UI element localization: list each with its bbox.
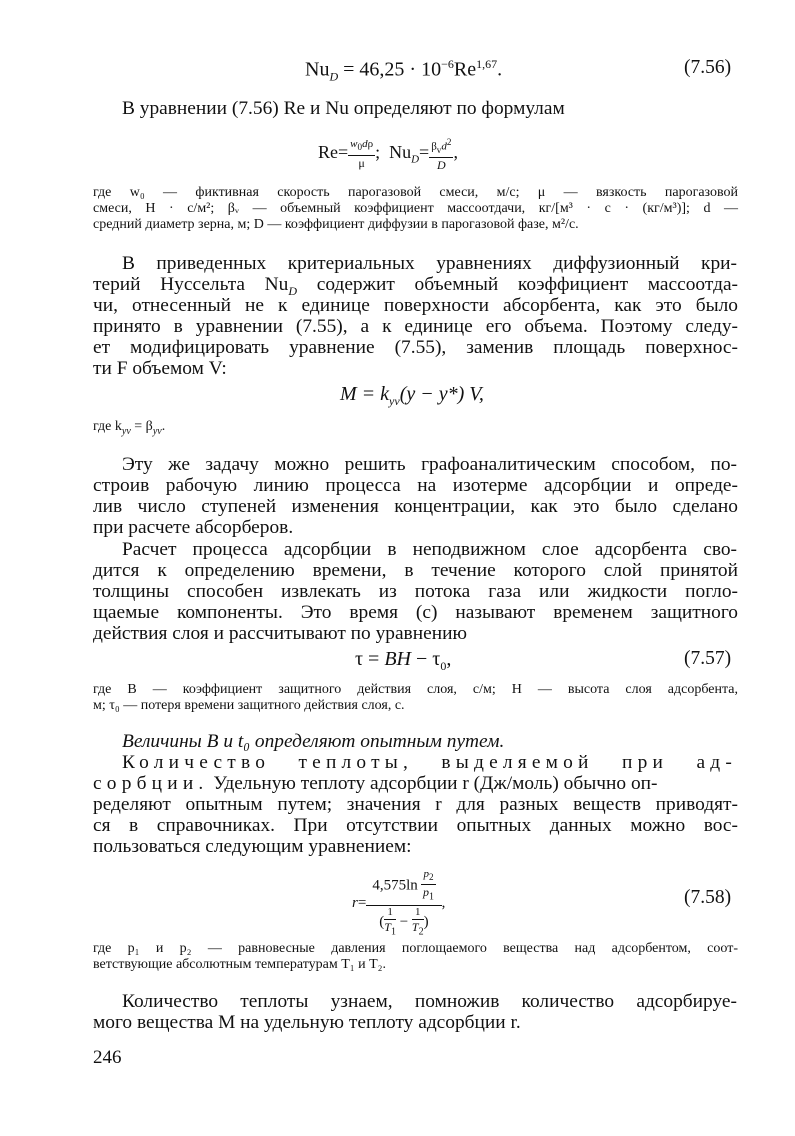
note-line: где w₀ — фиктивная скорость парогазовой смеси, м/с; μ — вязкость парогазовой	[93, 185, 738, 200]
paragraph-line: строив рабочую линию процесса на изотерме адсорбции и опреде-	[93, 475, 738, 496]
equation-7-58: r= 4,575ln $\frac{p_2}{p_1}$ ( $\frac{1}{T_1}$ − $\frac{1}{T_2}$ ) ,	[352, 868, 446, 937]
paragraph-line: ределяют опытным путем; значения r для разных веществ приводят-	[93, 794, 738, 815]
note-line: м; τ₀ — потеря времени защитного действия слоя, с.	[93, 698, 405, 713]
paragraph-line: Эту же задачу можно решить графоаналитическим способом, по-	[122, 454, 737, 475]
equation-number-7-58: (7.58)	[684, 887, 732, 908]
paragraph-line: дится к определению времени, в течение которого слой принятой	[93, 560, 738, 581]
text-segment: терий Нуссельта Nu	[93, 274, 289, 295]
paragraph-line: Величины B и t₀ определяют опытным путем.	[122, 731, 505, 752]
equation-M: $M = k_{yv}(y - y*)$ V,	[340, 383, 484, 408]
paragraph-line: пользоваться следующим уравнением:	[93, 836, 412, 857]
text-segment: содержит объемный коэффициент массоотда-	[316, 274, 739, 295]
paragraph-line: В приведенных критериальных уравнениях диффузионный кри-	[122, 253, 737, 274]
paragraph-line: лив число ступеней изменения концентрации, как это было сделано	[93, 496, 738, 517]
paragraph-line	[93, 773, 738, 794]
note-line: где p₁ и p₂ — равновесные давления поглощаемого вещества над адсорбентом, соот-	[93, 941, 738, 956]
equation-7-56: $Nu_D = 46,25 \cdot 10^{-6}Re^{1,67}$.	[305, 57, 503, 84]
paragraph-line: Количество теплоты, выделяемой при ад-	[122, 752, 737, 773]
equation-7-57: τ = BH − $\tau_0$,	[355, 648, 452, 673]
text-segment: сорбции.	[93, 773, 209, 794]
note-k: где $k_{yv} = \beta_{yv}$.	[93, 419, 166, 437]
paragraph-line: толщины способен извлекать из потока газа или жидкости погло-	[93, 581, 738, 602]
note-line: средний диаметр зерна, м; D — коэффициент диффузии в парогазовой фазе, м²/с.	[93, 217, 579, 232]
paragraph-line: принято в уравнении (7.55), а к единице его объема. Поэтому следу-	[93, 316, 738, 337]
text-segment: (y − y*) V,	[399, 383, 484, 405]
text-segment: Удельную теплоту адсорбции r (Дж/моль) обычно оп-	[213, 773, 658, 794]
note-line: смеси, Н · с/м²; βᵥ — объемный коэффициент массоотдачи, кг/[м³ · с · (кг/м³)]; d —	[93, 201, 738, 216]
paragraph-line: чи, отнесенный не к единице поверхности абсорбента, как это было	[93, 295, 738, 316]
paragraph-line: ет модифицировать уравнение (7.55), заменив площадь поверхнос-	[93, 337, 738, 358]
equation-number-7-57: (7.57)	[684, 648, 732, 669]
paragraph-line: при расчете абсорберов.	[93, 517, 294, 538]
paragraph-line: Расчет процесса адсорбции в неподвижном слое адсорбента сво-	[122, 539, 737, 560]
text-segment: M = k	[340, 383, 390, 405]
text-segment: где k	[93, 419, 122, 434]
paragraph-line: Количество теплоты узнаем, помножив количество адсорбируе-	[122, 991, 737, 1012]
paragraph-line: мого вещества M на удельную теплоту адсорбции r.	[93, 1012, 521, 1033]
page-number: 246	[93, 1047, 122, 1068]
paragraph-line: действия слоя и рассчитывают по уравнению	[93, 623, 467, 644]
paragraph-line: щаемые компоненты. Это время (с) называют временем защитного	[93, 602, 738, 623]
equation-number-7-56: (7.56)	[684, 57, 732, 78]
note-line: ветствующие абсолютным температурам T₁ и T₂.	[93, 957, 387, 972]
paragraph-line: ти F объемом V:	[93, 358, 227, 379]
note-line: где B — коэффициент защитного действия слоя, с/м; H — высота слоя адсорбента,	[93, 682, 738, 697]
equation-re-nu: Re= $\frac{w_0d\rho}{\mu}$ ; $Nu_D=$ $\frac{\beta_vd^2}{D}$ ,	[318, 137, 458, 172]
paragraph-line: ся в справочниках. При отсутствии опытных данных можно вос-	[93, 815, 738, 836]
paragraph-line: В уравнении (7.56) Re и Nu определяют по формулам	[122, 98, 565, 119]
paragraph-line: терий Нуссельта $Nu_D$ содержит объемный коэффициент массоотда-	[93, 274, 739, 298]
